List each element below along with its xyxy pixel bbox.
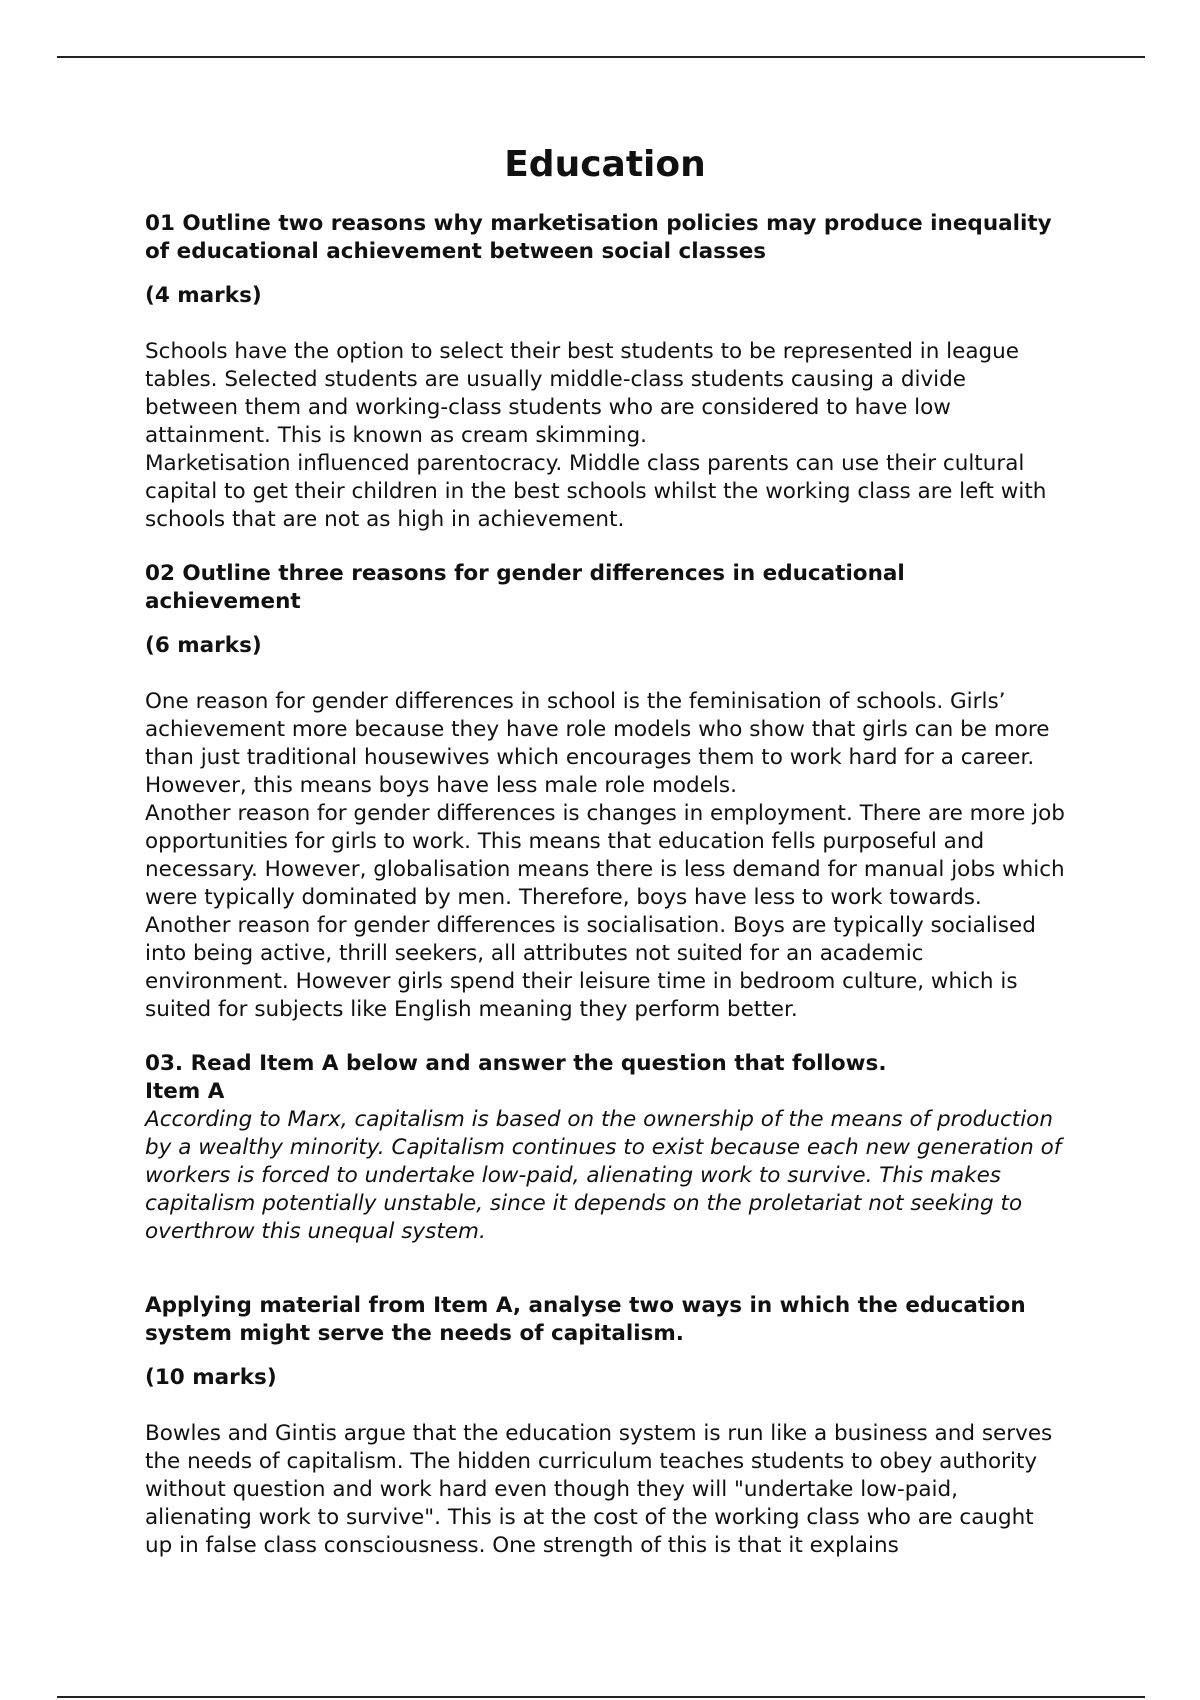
question-03-section [145,1050,1065,1560]
question-02-marks: (6 marks) [145,633,262,658]
question-03-answer [145,1420,1065,1560]
question-02-text: 02 Outline three reasons for gender differences in educational achievement [145,561,905,614]
answer-paragraph: Marketisation influenced parentocracy. Middle class parents can use their cultural capital to get their children in the best schools whilst the working class are left with schools that are not as high in achievement. [145,451,1047,532]
item-a-text: According to Marx, capitalism is based on the ownership of the means of production by a wealthy minority. Capitalism continues to exist because each new generation of workers is forced to undertake low-paid, alienating work to survive. This makes capitalism potentially unstable, since it depends on the proletariat not seeking to overthrow this unequal system. [145,1107,1062,1244]
top-rule [57,56,1145,58]
answer-paragraph: One reason for gender differences in school is the feminisation of schools. Girls’ achievement more because they have role models who show that girls can be more than just traditional housewives which encourages them to work hard for a career. However, this means boys have less male role models. [145,689,1050,798]
answer-paragraph: Schools have the option to select their best students to be represented in league tables. Selected students are usually middle-class students causing a divide between them and working-class students who are considered to have low attainment. This is known as cream skimming. [145,339,1020,448]
question-03-marks: (10 marks) [145,1365,277,1390]
question-01-section [145,210,1065,534]
document-body [145,140,1065,1586]
question-03-prompt: Applying material from Item A, analyse two ways in which the education system might serve the needs of capitalism. [145,1293,1026,1346]
bottom-rule [57,1696,1145,1698]
page-title: Education [504,144,706,185]
item-a-label: Item A [145,1079,225,1104]
question-01-text: 01 Outline two reasons why marketisation policies may produce inequality of educational achievement between social classes [145,211,1052,264]
answer-paragraph: Another reason for gender differences is changes in employment. There are more job opportunities for girls to work. This means that education fells purposeful and necessary. However, globalisation means there is less demand for manual jobs which were typically dominated by men. Therefore, boys have less to work towards. Another reason for gender differences is socialisation. Boys are typically socialised into being active, thrill seekers, all attributes not suited for an academic environment. However girls spend their leisure time in bedroom culture, which is suited for subjects like English meaning they perform better. [145,801,1065,1022]
question-02-section [145,560,1065,1024]
question-03-text: 03. Read Item A below and answer the question that follows. [145,1051,887,1076]
question-02-answer [145,688,1065,1024]
answer-paragraph: Bowles and Gintis argue that the education system is run like a business and serves the needs of capitalism. The hidden curriculum teaches students to obey authority without question and work hard even though they will "undertake low-paid, alienating work to survive". This is at the cost of the working class who are caught up in false class consciousness. One strength of this is that it explains [145,1421,1053,1558]
question-01-answer [145,338,1065,534]
question-01-marks: (4 marks) [145,283,262,308]
